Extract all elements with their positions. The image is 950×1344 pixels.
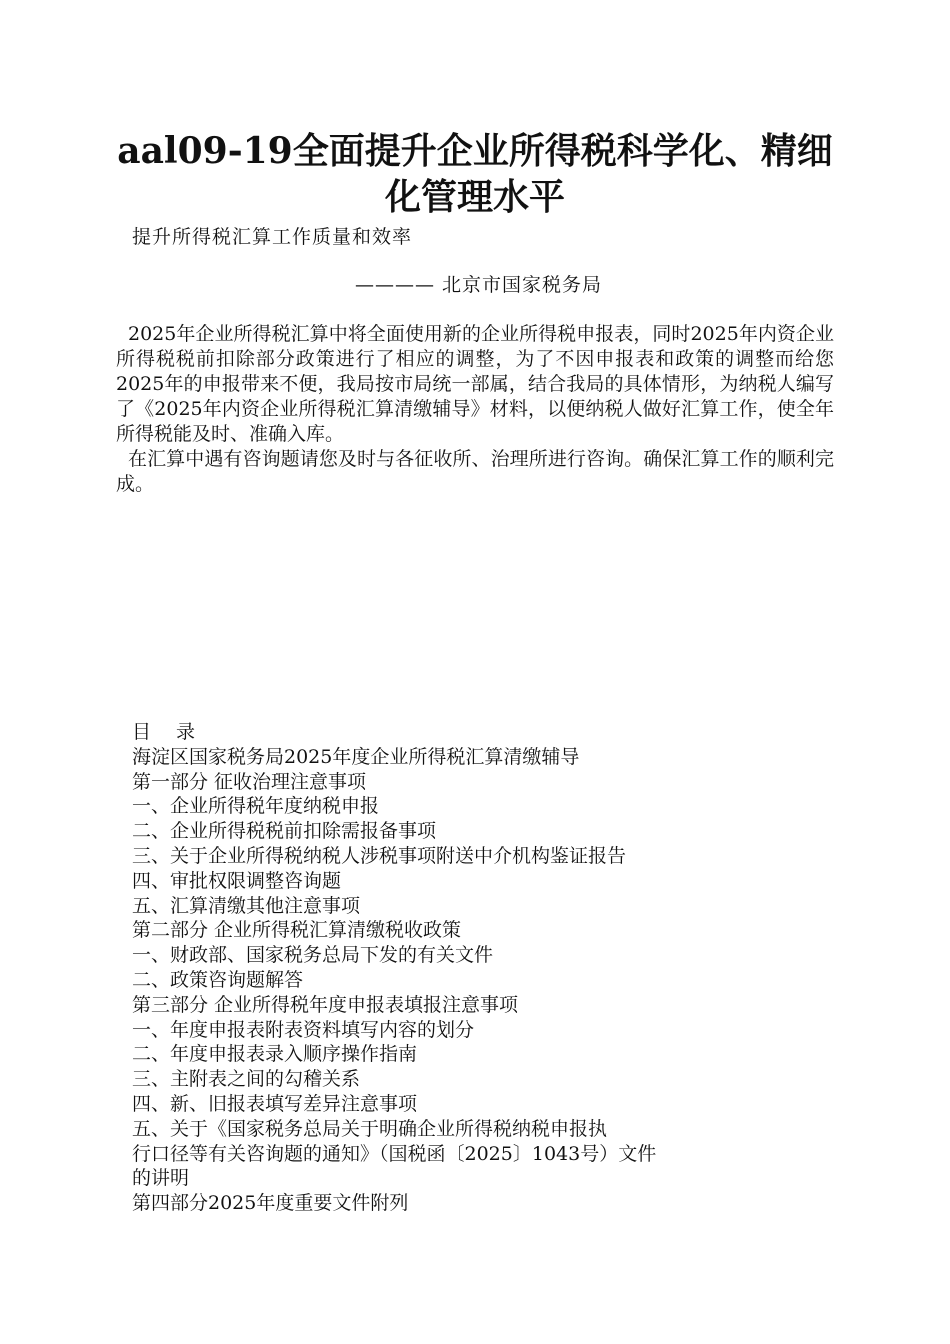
- toc-item: 二、政策咨询题解答: [132, 968, 304, 991]
- toc-item: 二、企业所得税税前扣除需报备事项: [132, 820, 437, 843]
- toc-item: 一、年度申报表附表资料填写内容的划分: [132, 1018, 475, 1041]
- document-author: ———— 北京市国家税务局: [355, 274, 603, 296]
- toc-item: 一、企业所得税年度纳税申报: [132, 795, 380, 818]
- toc-item: 第一部分 征收治理注意事项: [132, 770, 367, 793]
- toc-heading: 目 录: [132, 721, 196, 743]
- intro-paragraph: 2025年企业所得税汇算中将全面使用新的企业所得税申报表，同时2025年内资企业所得税税前扣除部分政策进行了相应的调整，为了不因申报表和政策的调整而给您2025年的申报带来不便，我局按市局统一部属，结合我局的具体情形，为纳税人编写了《2025年内资企业所得税汇算清缴辅导》材料，以便纳税人做好汇算工作，使全年所得税能及时、准确入库。: [116, 323, 834, 445]
- intro-paragraph: 在汇算中遇有咨询题请您及时与各征收所、治理所进行咨询。确保汇算工作的顺利完成。: [116, 448, 834, 495]
- toc-item: 四、新、旧报表填写差异注意事项: [132, 1092, 418, 1115]
- toc-item: 五、汇算清缴其他注意事项: [132, 894, 361, 917]
- toc-item: 一、财政部、国家税务总局下发的有关文件: [132, 944, 494, 967]
- toc-item: 五、关于《国家税务总局关于明确企业所得税纳税申报执: [132, 1117, 608, 1140]
- document-subtitle: 提升所得税汇算工作质量和效率: [132, 226, 413, 248]
- toc-item: 行口径等有关咨询题的通知》（国税函〔2025〕1043号）文件: [132, 1142, 657, 1165]
- table-of-contents: [132, 720, 772, 1216]
- toc-item: 三、关于企业所得税纳税人涉税事项附送中介机构鉴证报告: [132, 844, 627, 867]
- document-title: aal09-19全面提升企业所得税科学化、精细化管理水平: [117, 130, 833, 218]
- toc-item: 第四部分2025年度重要文件附列: [132, 1192, 409, 1215]
- toc-item: 第二部分 企业所得税汇算清缴税收政策: [132, 919, 462, 942]
- toc-item: 二、年度申报表录入顺序操作指南: [132, 1043, 418, 1066]
- toc-item: 第三部分 企业所得税年度申报表填报注意事项: [132, 993, 519, 1016]
- toc-item: 四、审批权限调整咨询题: [132, 869, 342, 892]
- intro-section: [116, 322, 834, 497]
- toc-item: 三、主附表之间的勾稽关系: [132, 1068, 361, 1091]
- toc-item: 的讲明: [132, 1167, 190, 1190]
- toc-item: 海淀区国家税务局2025年度企业所得税汇算清缴辅导: [132, 745, 580, 768]
